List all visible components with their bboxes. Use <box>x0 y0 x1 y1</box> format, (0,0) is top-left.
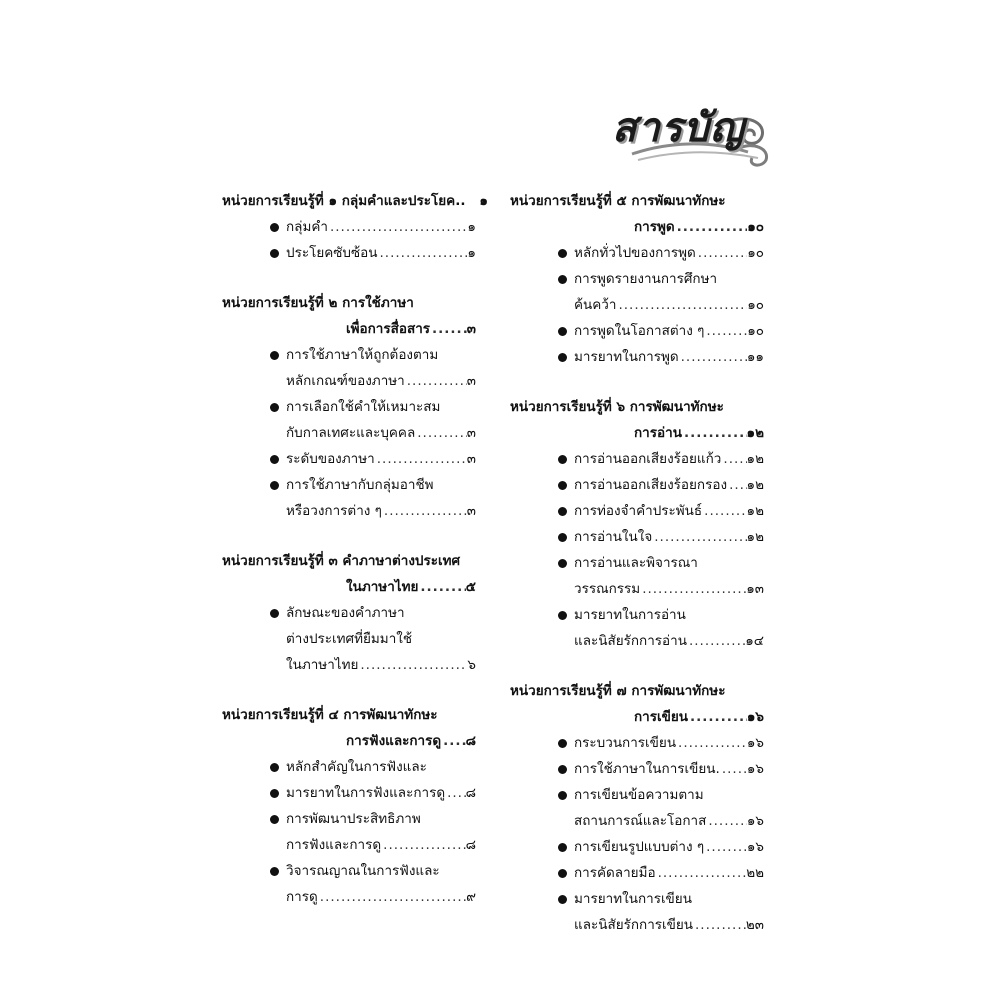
unit-heading-text: การพูด <box>634 219 675 235</box>
unit-heading[interactable] <box>510 678 776 704</box>
toc-column-left <box>222 188 488 910</box>
item-text: ประโยคซับซ้อน <box>286 245 378 261</box>
toc-item-cont[interactable] <box>510 628 776 654</box>
bullet-icon <box>558 327 567 336</box>
bullet-icon <box>558 843 567 852</box>
unit-heading-text: หน่วยการเรียนรู้ที่ ๑ กลุ่มคำและประโยค.. <box>222 193 466 209</box>
unit-heading-text: ในภาษาไทย <box>346 579 419 595</box>
toc-item[interactable] <box>510 782 776 808</box>
item-text: การพูดในโอกาสต่าง ๆ <box>574 323 705 339</box>
item-text: ระดับของภาษา <box>286 451 375 467</box>
unit-heading-text: หน่วยการเรียนรู้ที่ ๔ การพัฒนาทักษะ <box>222 707 438 723</box>
unit-heading-text: หน่วยการเรียนรู้ที่ ๓ คำภาษาต่างประเทศ <box>222 553 461 569</box>
item-text: หลักทั่วไปของการพูด <box>574 245 696 261</box>
toc-item[interactable] <box>510 266 776 292</box>
item-text: กลุ่มคำ <box>286 219 328 235</box>
toc-item[interactable] <box>510 730 776 756</box>
toc-item[interactable] <box>510 550 776 576</box>
bullet-icon <box>270 867 279 876</box>
page-number: ๑๖ <box>746 813 764 829</box>
toc-item[interactable] <box>510 240 776 266</box>
item-text: การใช้ภาษากับกลุ่มอาชีพ <box>286 477 434 493</box>
unit-heading-text: การเขียน <box>634 709 688 725</box>
bullet-icon <box>558 275 567 284</box>
toc-item-cont[interactable] <box>222 368 488 394</box>
bullet-icon <box>558 353 567 362</box>
toc-item-cont[interactable] <box>510 808 776 834</box>
toc-item[interactable] <box>510 446 776 472</box>
toc-item-cont[interactable] <box>222 884 488 910</box>
unit-heading[interactable] <box>222 702 488 728</box>
page-number: ๓ <box>466 321 476 337</box>
page-number: ๒๓ <box>745 917 764 933</box>
item-text: การอ่านออกเสียงร้อยกรอง <box>574 477 728 493</box>
item-text: การพูดรายงานการศึกษา <box>574 271 718 287</box>
item-text: และนิสัยรักการอ่าน <box>574 633 687 649</box>
bullet-icon <box>270 249 279 258</box>
item-text: การอ่านออกเสียงร้อยแก้ว <box>574 451 722 467</box>
toc-item-cont[interactable] <box>222 652 488 678</box>
bullet-icon <box>270 481 279 490</box>
toc-item[interactable] <box>510 860 776 886</box>
toc-column-right <box>510 188 776 938</box>
bullet-icon <box>558 739 567 748</box>
toc-item[interactable] <box>222 472 488 498</box>
page-number: ๑๖ <box>746 839 764 855</box>
page-number: ๑๐ <box>747 323 764 339</box>
item-text: ในภาษาไทย <box>286 657 359 673</box>
item-text: การเลือกใช้คำให้เหมาะสม <box>286 399 441 415</box>
item-text: การใช้ภาษาในการเขียน. <box>574 761 720 777</box>
item-text: การอ่านในใจ <box>574 529 653 545</box>
toc-item[interactable] <box>510 472 776 498</box>
bullet-icon <box>558 507 567 516</box>
page-number: ๓ <box>466 503 476 519</box>
unit-heading[interactable] <box>222 290 488 316</box>
bullet-icon <box>558 533 567 542</box>
unit-heading-cont[interactable] <box>510 704 776 730</box>
toc-item[interactable] <box>510 498 776 524</box>
toc-item[interactable] <box>222 754 488 780</box>
bullet-icon <box>270 455 279 464</box>
bullet-icon <box>270 815 279 824</box>
unit-heading[interactable] <box>510 394 776 420</box>
toc-item[interactable] <box>222 600 488 626</box>
item-text: หรือวงการต่าง ๆ <box>286 503 382 519</box>
item-text: การอ่านและพิจารณา <box>574 555 698 571</box>
toc-item[interactable] <box>222 780 488 806</box>
page-number: ๒๒ <box>746 865 764 881</box>
unit-heading-cont[interactable] <box>510 420 776 446</box>
page-number: ๙ <box>466 889 476 905</box>
toc-item[interactable] <box>222 240 488 266</box>
bullet-icon <box>270 351 279 360</box>
toc-item[interactable] <box>222 858 488 884</box>
toc-item-cont[interactable] <box>222 498 488 524</box>
item-text: หลักเกณฑ์ของภาษา <box>286 373 405 389</box>
unit-heading-text: หน่วยการเรียนรู้ที่ ๒ การใช้ภาษา <box>222 295 414 311</box>
toc-item-cont[interactable] <box>510 576 776 602</box>
toc-item[interactable] <box>222 446 488 472</box>
toc-item[interactable] <box>222 394 488 420</box>
item-text: มารยาทในการพูด <box>574 349 679 365</box>
item-text: การดู <box>286 889 318 905</box>
page-number: ๑๖ <box>746 761 764 777</box>
unit-heading-text: การอ่าน <box>634 425 682 441</box>
page-number: ๑๒ <box>746 451 764 467</box>
item-text: มารยาทในการฟังและการดู <box>286 785 446 801</box>
toc-item-cont[interactable] <box>222 626 488 652</box>
bullet-icon <box>270 763 279 772</box>
item-text: หลักสำคัญในการฟังและ <box>286 759 427 775</box>
page-number: ๑๐ <box>747 297 764 313</box>
unit-heading-text: เพื่อการสื่อสาร <box>346 321 431 337</box>
item-text: กับกาลเทศะและบุคคล <box>286 425 416 441</box>
page-number: ๑ <box>467 245 476 261</box>
toc-item[interactable] <box>222 214 488 240</box>
page-number: ๑๔ <box>745 633 764 649</box>
page-number: ๑๒ <box>746 503 764 519</box>
page-number: ๑๐ <box>747 219 764 235</box>
toc-item[interactable] <box>222 806 488 832</box>
unit-heading[interactable] <box>222 188 488 214</box>
item-text: วิจารณญาณในการฟังและ <box>286 863 440 879</box>
item-text: การฟังและการดู <box>286 837 382 853</box>
unit-heading-cont[interactable] <box>510 214 776 240</box>
bullet-icon <box>558 869 567 878</box>
item-text: กระบวนการเขียน <box>574 735 677 751</box>
toc-item[interactable] <box>510 886 776 912</box>
page-number: ๑ <box>479 193 488 209</box>
page-number: ๘ <box>465 733 476 749</box>
unit-heading-text: การฟังและการดู <box>346 733 442 749</box>
bullet-icon <box>558 611 567 620</box>
item-text: การท่องจำคำประพันธ์ <box>574 503 703 519</box>
toc-item-cont[interactable] <box>222 420 488 446</box>
toc-item[interactable] <box>222 342 488 368</box>
toc-item-cont[interactable] <box>222 832 488 858</box>
item-text: การพัฒนาประสิทธิภาพ <box>286 811 421 827</box>
page-number: ๑ <box>467 219 476 235</box>
page-number: ๓ <box>466 425 476 441</box>
bullet-icon <box>270 223 279 232</box>
page-number: ๓ <box>466 373 476 389</box>
page-number: ๑๓ <box>746 581 764 597</box>
page-number: ๑๐ <box>747 245 764 261</box>
page-number: ๑๑ <box>746 349 764 365</box>
bullet-icon <box>558 249 567 258</box>
bullet-icon <box>270 789 279 798</box>
item-text: การเขียนข้อความตาม <box>574 787 704 803</box>
item-text: มารยาทในการเขียน <box>574 891 692 907</box>
page-number: ๑๒ <box>746 529 764 545</box>
toc-item[interactable] <box>510 834 776 860</box>
unit-heading[interactable] <box>222 548 488 574</box>
page-number: ๘ <box>465 837 476 853</box>
toc-item[interactable] <box>510 602 776 628</box>
page-number: ๑๒ <box>746 425 764 441</box>
unit-heading-text: หน่วยการเรียนรู้ที่ ๖ การพัฒนาทักษะ <box>510 399 724 415</box>
toc-item[interactable] <box>510 756 776 782</box>
bullet-icon <box>270 403 279 412</box>
toc-item-cont[interactable] <box>510 912 776 938</box>
bullet-icon <box>558 455 567 464</box>
unit-heading-text: หน่วยการเรียนรู้ที่ ๗ การพัฒนาทักษะ <box>510 683 726 699</box>
page-number: ๑๖ <box>746 735 764 751</box>
bullet-icon <box>558 559 567 568</box>
page-number: ๕ <box>465 579 476 595</box>
page-number: ๘ <box>465 785 476 801</box>
item-text: ค้นคว้า <box>574 297 617 313</box>
page-number: ๖ <box>467 657 476 673</box>
bullet-icon <box>558 895 567 904</box>
bullet-icon <box>558 791 567 800</box>
unit-heading-cont[interactable] <box>222 574 488 600</box>
item-text: วรรณกรรม <box>574 581 641 597</box>
page-number: ๓ <box>466 451 476 467</box>
item-text: สถานการณ์และโอกาส <box>574 813 707 829</box>
unit-heading-text: หน่วยการเรียนรู้ที่ ๕ การพัฒนาทักษะ <box>510 193 726 209</box>
item-text: การคัดลายมือ <box>574 865 656 881</box>
unit-heading-cont[interactable] <box>222 316 488 342</box>
toc-item[interactable] <box>510 344 776 370</box>
unit-heading-cont[interactable] <box>222 728 488 754</box>
item-text: ลักษณะของคำภาษา <box>286 605 405 621</box>
bullet-icon <box>558 765 567 774</box>
item-text: และนิสัยรักการเขียน <box>574 917 694 933</box>
bullet-icon <box>558 481 567 490</box>
toc-item[interactable] <box>510 318 776 344</box>
item-text: การใช้ภาษาให้ถูกต้องตาม <box>286 347 439 363</box>
item-text: มารยาทในการอ่าน <box>574 607 686 623</box>
page-title: สารบัญ <box>612 105 745 151</box>
page-number: ๑๖ <box>746 709 764 725</box>
page-number: ๑๒ <box>746 477 764 493</box>
item-text: การเขียนรูปแบบต่าง ๆ <box>574 839 705 855</box>
unit-heading[interactable] <box>510 188 776 214</box>
bullet-icon <box>270 609 279 618</box>
toc-item[interactable] <box>510 524 776 550</box>
toc-item-cont[interactable] <box>510 292 776 318</box>
item-text: ต่างประเทศที่ยืมมาใช้ <box>286 631 413 647</box>
